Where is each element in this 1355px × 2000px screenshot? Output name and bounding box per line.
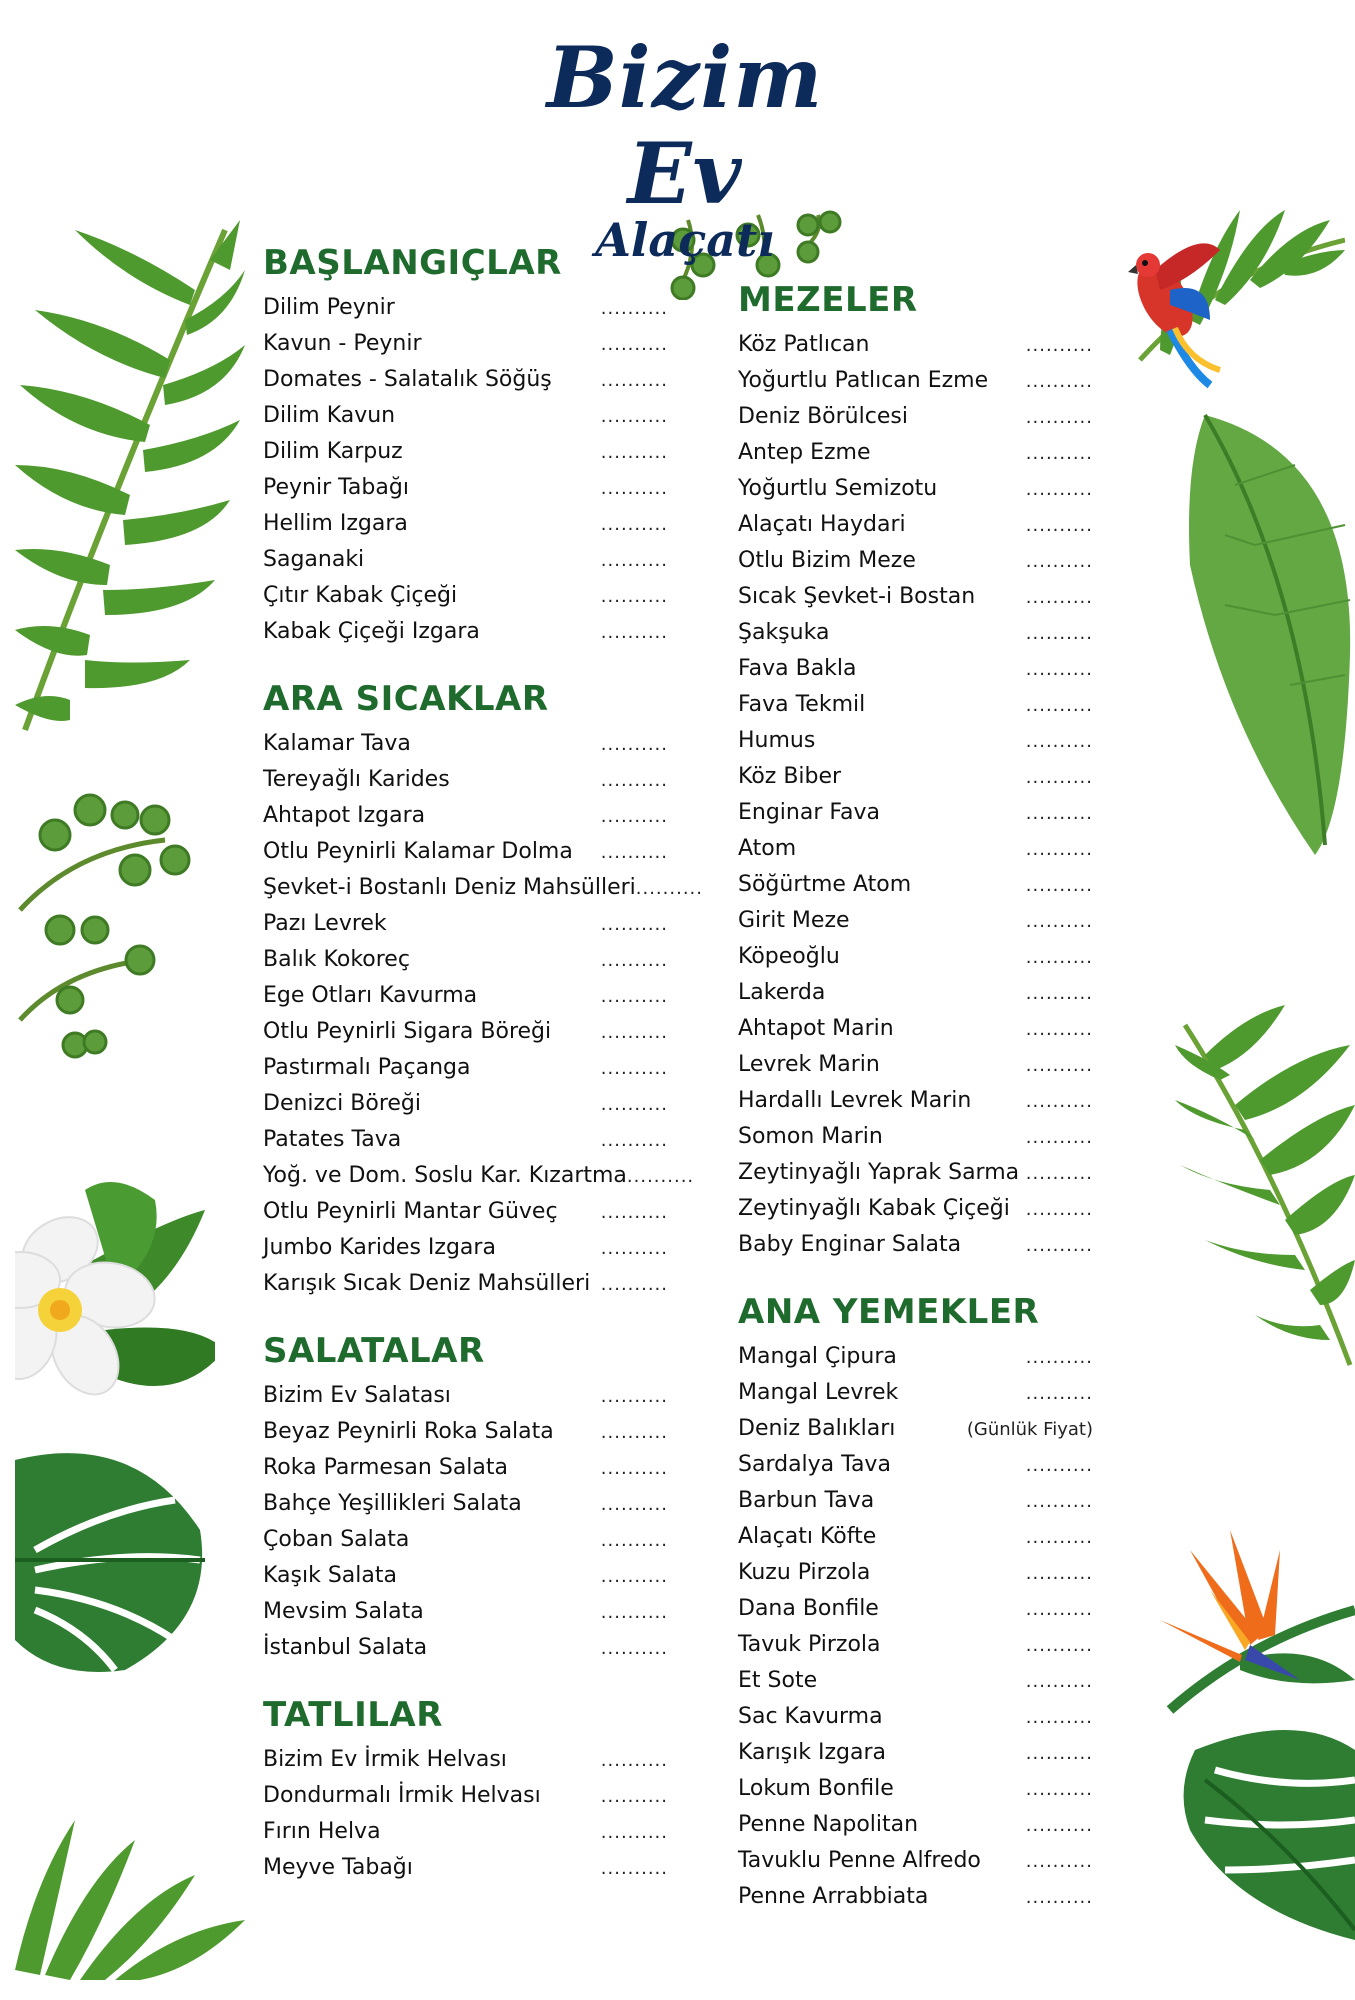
price-dots: ..........	[600, 1422, 668, 1443]
menu-item	[738, 1519, 1093, 1555]
menu-item-name: Hardallı Levrek Marin	[738, 1088, 972, 1113]
menu-item-name: Et Sote	[738, 1668, 818, 1693]
menu-item-name: Balık Kokoreç	[263, 947, 410, 972]
price-dots: ..........	[1025, 479, 1093, 500]
menu-item-name: Zeytinyağlı Kabak Çiçeği	[738, 1196, 1010, 1221]
menu-item-name: Tavuklu Penne Alfredo	[738, 1848, 981, 1873]
restaurant-logo	[495, 28, 875, 267]
menu-item	[263, 1158, 695, 1194]
parrot-icon	[1100, 210, 1345, 400]
section-heading: ANA YEMEKLER	[738, 1292, 1040, 1332]
menu-item	[738, 1843, 1093, 1879]
price-dots: ..........	[600, 298, 668, 319]
price-dots: ..........	[1025, 587, 1093, 608]
price-dots: ..........	[600, 950, 668, 971]
price-dots: ..........	[1025, 1743, 1093, 1764]
menu-item	[263, 1194, 668, 1230]
menu-section-baslangiclar	[263, 240, 668, 650]
menu-item-name: Dondurmalı İrmik Helvası	[263, 1783, 541, 1808]
price-dots: ..........	[1025, 947, 1093, 968]
menu-item	[738, 1339, 1093, 1375]
banana-leaf-icon	[1185, 395, 1355, 865]
bird-of-paradise-flower-icon	[1150, 1530, 1355, 1730]
menu-item-name: Levrek Marin	[738, 1052, 880, 1077]
menu-item	[738, 543, 1093, 579]
price-dots: ..........	[1025, 731, 1093, 752]
menu-item-name: Barbun Tava	[738, 1488, 875, 1513]
menu-item	[263, 1050, 668, 1086]
menu-item	[738, 723, 1093, 759]
menu-item	[738, 831, 1093, 867]
menu-item	[738, 363, 1093, 399]
menu-item	[263, 434, 668, 470]
menu-item	[263, 1850, 668, 1886]
menu-item-name: Karışık Izgara	[738, 1740, 886, 1765]
menu-item-name: Deniz Börülcesi	[738, 404, 908, 429]
price-dots: ..........	[600, 914, 668, 935]
menu-item	[263, 1558, 668, 1594]
price-dots: ..........	[1025, 1779, 1093, 1800]
price-dots: ..........	[600, 770, 668, 791]
menu-item-name: Lokum Bonfile	[738, 1776, 894, 1801]
menu-item-name: Humus	[738, 728, 816, 753]
price-dots: ..........	[1025, 1163, 1093, 1184]
price-dots: ..........	[600, 514, 668, 535]
menu-item	[738, 1483, 1093, 1519]
menu-item	[263, 506, 668, 542]
price-dots: ..........	[1025, 1887, 1093, 1908]
menu-item	[263, 362, 668, 398]
price-dots: ..........	[600, 1566, 668, 1587]
menu-item-name: Girit Meze	[738, 908, 850, 933]
menu-item-name: Köpeoğlu	[738, 944, 840, 969]
menu-section-mezeler	[738, 277, 1093, 1263]
menu-item-name: Kabak Çiçeği Izgara	[263, 619, 480, 644]
menu-item-name: Fava Tekmil	[738, 692, 866, 717]
menu-item-name: Penne Napolitan	[738, 1812, 919, 1837]
menu-item	[263, 1522, 668, 1558]
price-dots: ..........	[600, 1602, 668, 1623]
menu-item-name: Jumbo Karides Izgara	[263, 1235, 496, 1260]
menu-item	[263, 542, 668, 578]
price-dots: ..........	[1025, 1671, 1093, 1692]
menu-item-name: Mevsim Salata	[263, 1599, 424, 1624]
menu-item	[738, 327, 1093, 363]
menu-item	[738, 1375, 1093, 1411]
menu-item-name: Mangal Levrek	[738, 1380, 899, 1405]
menu-item-name: Kavun - Peynir	[263, 331, 422, 356]
price-dots: ..........	[600, 1094, 668, 1115]
menu-item	[263, 978, 668, 1014]
menu-item	[738, 1155, 1093, 1191]
menu-item-name: Sardalya Tava	[738, 1452, 891, 1477]
menu-item-name: Kaşık Salata	[263, 1563, 397, 1588]
menu-item-name: Yoğurtlu Semizotu	[738, 476, 938, 501]
price-dots: ..........	[600, 1750, 668, 1771]
menu-item-name: Antep Ezme	[738, 440, 871, 465]
price-dots: ..........	[600, 370, 668, 391]
menu-item	[738, 579, 1093, 615]
menu-column-right	[738, 277, 1093, 1941]
menu-item	[263, 726, 668, 762]
menu-item-name: Zeytinyağlı Yaprak Sarma	[738, 1160, 1020, 1185]
menu-item	[263, 614, 668, 650]
menu-item	[738, 1591, 1093, 1627]
price-dots: ..........	[1025, 1491, 1093, 1512]
price-dots: ..........	[600, 1858, 668, 1879]
menu-item-name: Kalamar Tava	[263, 731, 411, 756]
menu-item	[738, 1807, 1093, 1843]
price-dots: ..........	[1025, 551, 1093, 572]
menu-item-name: Pastırmalı Paçanga	[263, 1055, 471, 1080]
price-dots: ..........	[600, 1638, 668, 1659]
monstera-leaf-icon	[1175, 1710, 1355, 1940]
menu-item-name: Pazı Levrek	[263, 911, 387, 936]
price-dots: ..........	[600, 334, 668, 355]
menu-item	[263, 1230, 668, 1266]
price-dots: ..........	[1025, 623, 1093, 644]
menu-item-name: Dilim Karpuz	[263, 439, 403, 464]
menu-item-name: Somon Marin	[738, 1124, 883, 1149]
section-heading: ARA SICAKLAR	[263, 679, 549, 719]
menu-item-name: Saganaki	[263, 547, 365, 572]
menu-item-name: Otlu Peynirli Mantar Güveç	[263, 1199, 558, 1224]
menu-item-name: Çoban Salata	[263, 1527, 410, 1552]
price-dots: ..........	[600, 1494, 668, 1515]
price-dots: ..........	[1025, 1851, 1093, 1872]
menu-item-name: Bizim Ev Salatası	[263, 1383, 451, 1408]
price-dots: ..........	[600, 1386, 668, 1407]
menu-item	[738, 1771, 1093, 1807]
menu-item	[263, 1378, 668, 1414]
price-dots: ..........	[1025, 1527, 1093, 1548]
price-dots: ..........	[1025, 1347, 1093, 1368]
palm-leaf-icon	[15, 210, 245, 750]
menu-item-name: Şakşuka	[738, 620, 830, 645]
price-dots: ..........	[635, 878, 703, 899]
menu-item	[263, 398, 668, 434]
price-dots: ..........	[600, 1238, 668, 1259]
menu-item	[263, 470, 668, 506]
menu-item	[263, 798, 668, 834]
menu-item	[738, 651, 1093, 687]
menu-item-name: Ahtapot Marin	[738, 1016, 894, 1041]
menu-section-tatlilar	[263, 1692, 668, 1886]
price-dots: ..........	[1025, 335, 1093, 356]
price-dots: ..........	[1025, 875, 1093, 896]
menu-item-name: İstanbul Salata	[263, 1635, 428, 1660]
price-dots: ..........	[1025, 659, 1093, 680]
menu-item	[263, 1778, 668, 1814]
price-dots: ..........	[1025, 1235, 1093, 1256]
menu-item-name: Tavuk Pirzola	[738, 1632, 881, 1657]
menu-item	[263, 1630, 668, 1666]
menu-item	[263, 1594, 668, 1630]
menu-item	[738, 687, 1093, 723]
menu-item-name: Karışık Sıcak Deniz Mahsülleri	[263, 1271, 591, 1296]
menu-item	[738, 507, 1093, 543]
menu-item	[738, 1447, 1093, 1483]
price-dots: ..........	[600, 1530, 668, 1551]
menu-item	[263, 1486, 668, 1522]
menu-item	[263, 942, 668, 978]
menu-item-name: Yoğurtlu Patlıcan Ezme	[738, 368, 989, 393]
menu-item	[738, 1699, 1093, 1735]
section-heading: TATLILAR	[263, 1695, 443, 1735]
menu-item-name: Otlu Peynirli Sigara Böreği	[263, 1019, 552, 1044]
menu-item	[738, 399, 1093, 435]
menu-item	[738, 615, 1093, 651]
menu-item	[738, 1047, 1093, 1083]
menu-item-name: Lakerda	[738, 980, 826, 1005]
price-dots: ..........	[1025, 515, 1093, 536]
menu-item	[738, 759, 1093, 795]
menu-item	[263, 1414, 668, 1450]
menu-item-name: Sac Kavurma	[738, 1704, 883, 1729]
price-dots: ..........	[600, 734, 668, 755]
menu-item-name: Otlu Bizim Meze	[738, 548, 916, 573]
menu-item-name: Yoğ. ve Dom. Soslu Kar. Kızartma	[263, 1163, 627, 1188]
price-dots: ..........	[1025, 1455, 1093, 1476]
price-dots: ..........	[600, 586, 668, 607]
price-dots: ..........	[1025, 1091, 1093, 1112]
menu-item-name: Fırın Helva	[263, 1819, 381, 1844]
palm-leaf-icon	[15, 1820, 265, 1980]
menu-item-name: Bizim Ev İrmik Helvası	[263, 1747, 507, 1772]
monstera-leaf-icon	[15, 1440, 215, 1680]
menu-item-name: Söğürtme Atom	[738, 872, 912, 897]
price-dots: ..........	[1025, 1563, 1093, 1584]
price-dots: ..........	[600, 842, 668, 863]
price-dots: ..........	[600, 1022, 668, 1043]
price-dots: ..........	[1025, 371, 1093, 392]
price-dots: ..........	[1025, 803, 1093, 824]
menu-item-name: Köz Patlıcan	[738, 332, 870, 357]
menu-item-name: Hellim Izgara	[263, 511, 408, 536]
price-dots: ..........	[1025, 1383, 1093, 1404]
price-dots: ..........	[600, 1130, 668, 1151]
menu-item-name: Sıcak Şevket-i Bostan	[738, 584, 976, 609]
menu-item-name: Tereyağlı Karides	[263, 767, 450, 792]
menu-item	[263, 870, 703, 906]
price-dots: ..........	[600, 622, 668, 643]
menu-item-name: Enginar Fava	[738, 800, 881, 825]
price-dots: ..........	[626, 1166, 695, 1187]
logo-title: Bizim Ev	[546, 28, 824, 223]
price-note: (Günlük Fiyat)	[966, 1419, 1093, 1440]
menu-item	[738, 1191, 1093, 1227]
menu-item	[738, 1555, 1093, 1591]
menu-item-name: Alaçatı Haydari	[738, 512, 906, 537]
menu-item	[738, 1119, 1093, 1155]
menu-item-name: Ege Otları Kavurma	[263, 983, 478, 1008]
price-dots: ..........	[1025, 407, 1093, 428]
menu-item-name: Domates - Salatalık Söğüş	[263, 367, 552, 392]
menu-item	[738, 1083, 1093, 1119]
menu-item	[738, 1735, 1093, 1771]
menu-item-name: Dana Bonfile	[738, 1596, 879, 1621]
menu-item-name: Baby Enginar Salata	[738, 1232, 962, 1257]
menu-item-name: Peynir Tabağı	[263, 475, 409, 500]
price-dots: ..........	[600, 550, 668, 571]
section-heading: MEZELER	[738, 280, 918, 320]
price-dots: ..........	[1025, 1127, 1093, 1148]
price-dots: ..........	[1025, 911, 1093, 932]
menu-item	[738, 1663, 1093, 1699]
menu-item-name: Denizci Böreği	[263, 1091, 422, 1116]
menu-item-name: Dilim Kavun	[263, 403, 396, 428]
menu-item-name: Patates Tava	[263, 1127, 402, 1152]
menu-item	[738, 903, 1093, 939]
logo-subtitle: Alaçatı	[595, 213, 775, 267]
menu-item-name: Bahçe Yeşillikleri Salata	[263, 1491, 522, 1516]
menu-item-name: Roka Parmesan Salata	[263, 1455, 508, 1480]
menu-column-left	[263, 240, 703, 1912]
menu-item	[263, 906, 668, 942]
price-dots: ..........	[1025, 983, 1093, 1004]
price-dots: ..........	[600, 1458, 668, 1479]
price-dots: ..........	[600, 806, 668, 827]
menu-item	[263, 1450, 668, 1486]
section-heading: BAŞLANGIÇLAR	[263, 243, 562, 283]
menu-item	[263, 290, 668, 326]
menu-item	[738, 1411, 1093, 1447]
menu-item	[738, 435, 1093, 471]
frangipani-flower-icon	[15, 1180, 215, 1450]
price-dots: ..........	[600, 986, 668, 1007]
section-heading: SALATALAR	[263, 1331, 485, 1371]
price-dots: ..........	[1025, 1019, 1093, 1040]
menu-item	[263, 1742, 668, 1778]
menu-item-name: Ahtapot Izgara	[263, 803, 426, 828]
menu-section-ara-sicaklar	[263, 676, 703, 1302]
price-dots: ..........	[1025, 1055, 1093, 1076]
menu-item	[263, 1814, 668, 1850]
menu-item	[738, 471, 1093, 507]
menu-item	[738, 1227, 1093, 1263]
menu-item-name: Alaçatı Köfte	[738, 1524, 877, 1549]
menu-item	[263, 326, 668, 362]
price-dots: ..........	[600, 1202, 668, 1223]
price-dots: ..........	[1025, 767, 1093, 788]
price-dots: ..........	[1025, 1199, 1093, 1220]
menu-item	[263, 578, 668, 614]
menu-item-name: Meyve Tabağı	[263, 1855, 413, 1880]
menu-item-name: Otlu Peynirli Kalamar Dolma	[263, 839, 573, 864]
menu-item-name: Mangal Çipura	[738, 1344, 897, 1369]
price-dots: ..........	[1025, 1635, 1093, 1656]
berry-branch-icon	[15, 780, 195, 1080]
menu-item	[263, 1266, 668, 1302]
menu-item	[263, 834, 668, 870]
price-dots: ..........	[600, 1274, 668, 1295]
price-dots: ..........	[600, 406, 668, 427]
price-dots: ..........	[1025, 443, 1093, 464]
menu-item-name: Atom	[738, 836, 797, 861]
menu-section-salatalar	[263, 1328, 668, 1666]
menu-item-name: Köz Biber	[738, 764, 842, 789]
menu-item-name: Penne Arrabbiata	[738, 1884, 929, 1909]
menu-item-name: Deniz Balıkları	[738, 1416, 896, 1441]
palm-leaf-icon	[1175, 1005, 1355, 1375]
price-dots: ..........	[600, 442, 668, 463]
price-dots: ..........	[600, 1822, 668, 1843]
menu-item	[738, 867, 1093, 903]
price-dots: ..........	[1025, 1815, 1093, 1836]
price-dots: ..........	[1025, 1599, 1093, 1620]
price-dots: ..........	[600, 478, 668, 499]
price-dots: ..........	[1025, 839, 1093, 860]
menu-item-name: Beyaz Peynirli Roka Salata	[263, 1419, 554, 1444]
menu-item	[263, 1122, 668, 1158]
price-dots: ..........	[600, 1786, 668, 1807]
menu-item-name: Çıtır Kabak Çiçeği	[263, 583, 458, 608]
menu-item	[738, 939, 1093, 975]
menu-item	[263, 1086, 668, 1122]
menu-item	[263, 1014, 668, 1050]
menu-item-name: Kuzu Pirzola	[738, 1560, 871, 1585]
menu-item	[738, 1011, 1093, 1047]
menu-item-name: Fava Bakla	[738, 656, 857, 681]
menu-item-name: Dilim Peynir	[263, 295, 395, 320]
menu-item-name: Şevket-i Bostanlı Deniz Mahsülleri	[263, 875, 636, 900]
menu-item	[263, 762, 668, 798]
menu-item	[738, 1879, 1093, 1915]
menu-item	[738, 975, 1093, 1011]
price-dots: ..........	[1025, 1707, 1093, 1728]
menu-section-ana-yemekler	[738, 1289, 1093, 1915]
price-dots: ..........	[1025, 695, 1093, 716]
menu-item	[738, 1627, 1093, 1663]
price-dots: ..........	[600, 1058, 668, 1079]
menu-item	[738, 795, 1093, 831]
